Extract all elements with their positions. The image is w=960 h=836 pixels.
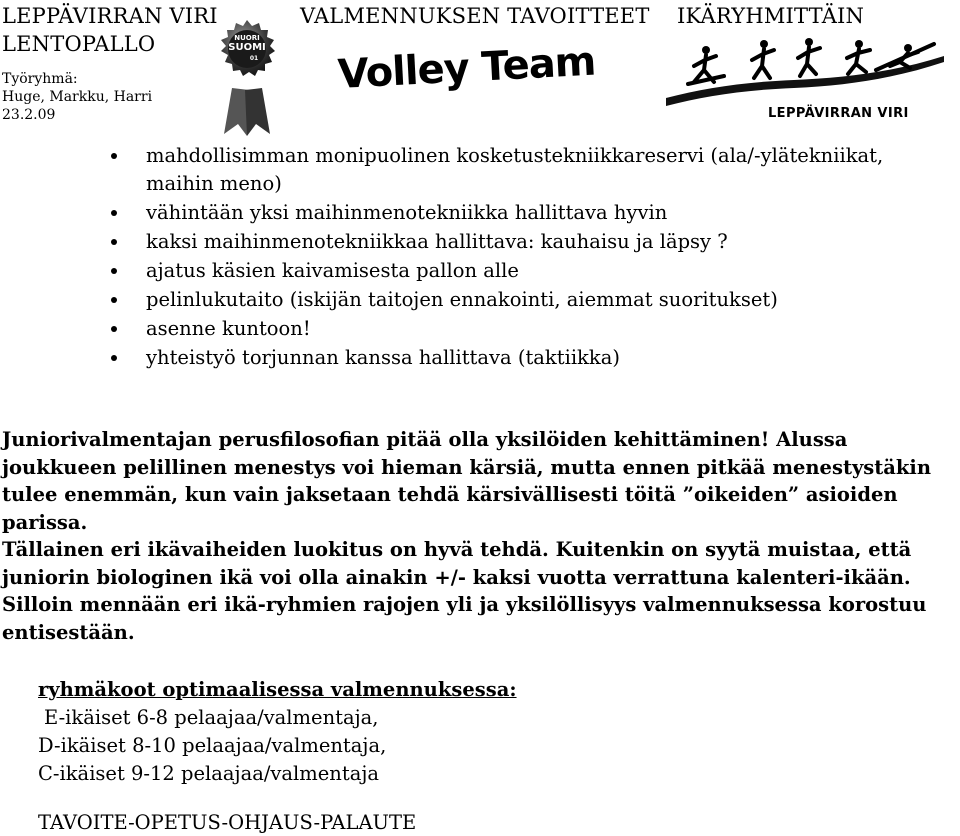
volley-team-logo: Volley Team — [336, 38, 597, 98]
philosophy-text-2: Tällainen eri ikävaiheiden luokitus on hyvä tehdä. Kuitenkin on syytä muistaa, että juniorin biologinen ikä voi olla ainakin +/- kaksi vuotta verrattuna kalenteri-ikään. Silloin mennään eri ikä-ryhmien rajojen yli ja yksilöllisyys valmennuksessa korostuu entisestään. — [2, 538, 927, 644]
working-group-label: Työryhmä: — [2, 71, 78, 87]
footer-process-line: TAVOITE-OPETUS-OHJAUS-PALAUTE — [38, 811, 417, 834]
list-item: yhteistyö torjunnan kanssa hallittava (taktiikka) — [108, 344, 958, 373]
list-item: asenne kuntoon! — [108, 315, 958, 344]
group-sizes-heading: ryhmäkoot optimaalisessa valmennuksessa: — [38, 678, 517, 701]
list-item: ajatus käsien kaivamisesta pallon alle — [108, 257, 958, 286]
club-name-logo-text: LEPPÄVIRRAN VIRI — [768, 106, 909, 121]
list-item: pelinlukutaito (iskijän taitojen ennakointi, aiemmat suoritukset) — [108, 286, 958, 315]
header-title-goals: VALMENNUKSEN TAVOITTEET — [300, 4, 650, 28]
medal-text-main: SUOMI — [228, 42, 266, 53]
skills-bullet-list — [108, 142, 958, 373]
list-item: kaksi maihinmenotekniikkaa hallittava: kauhaisu ja läpsy ? — [108, 228, 958, 257]
list-item: mahdollisimman monipuolinen kosketustekniikkareservi (ala/-ylätekniikat, maihin meno) — [108, 142, 946, 199]
medal-text-top: NUORI — [234, 34, 260, 42]
group-size-line: D-ikäiset 8-10 pelaajaa/valmentaja, — [38, 734, 387, 757]
philosophy-paragraph — [2, 426, 958, 646]
group-size-line: E-ikäiset 6-8 pelaajaa/valmentaja, — [44, 706, 379, 729]
medal-badge-icon — [218, 18, 276, 136]
working-group-date: 23.2.09 — [2, 107, 56, 123]
list-item: vähintään yksi maihinmenotekniikka hallittava hyvin — [108, 199, 958, 228]
working-group-members: Huge, Markku, Harri — [2, 89, 153, 105]
group-sizes-section — [38, 676, 517, 788]
philosophy-text-1: Juniorivalmentajan perusfilosofian pitää olla yksilöiden kehittäminen! Alussa joukkueen pelillinen menestys voi hieman kärsiä, mutta ennen pitkää menestystäkin tulee enemmän, kun vain jaksetaan tehdä kärsivällisesti töitä ”oikeiden” asioiden parissa. — [2, 428, 931, 534]
header-subtitle-sport: LENTOPALLO — [2, 32, 156, 56]
group-size-line: C-ikäiset 9-12 pelaajaa/valmentaja — [38, 762, 379, 785]
header-title-age-groups: IKÄRYHMITTÄIN — [677, 4, 865, 28]
medal-text-bottom: 01 — [249, 55, 259, 62]
header-title-club: LEPPÄVIRRAN VIRI — [2, 4, 218, 28]
